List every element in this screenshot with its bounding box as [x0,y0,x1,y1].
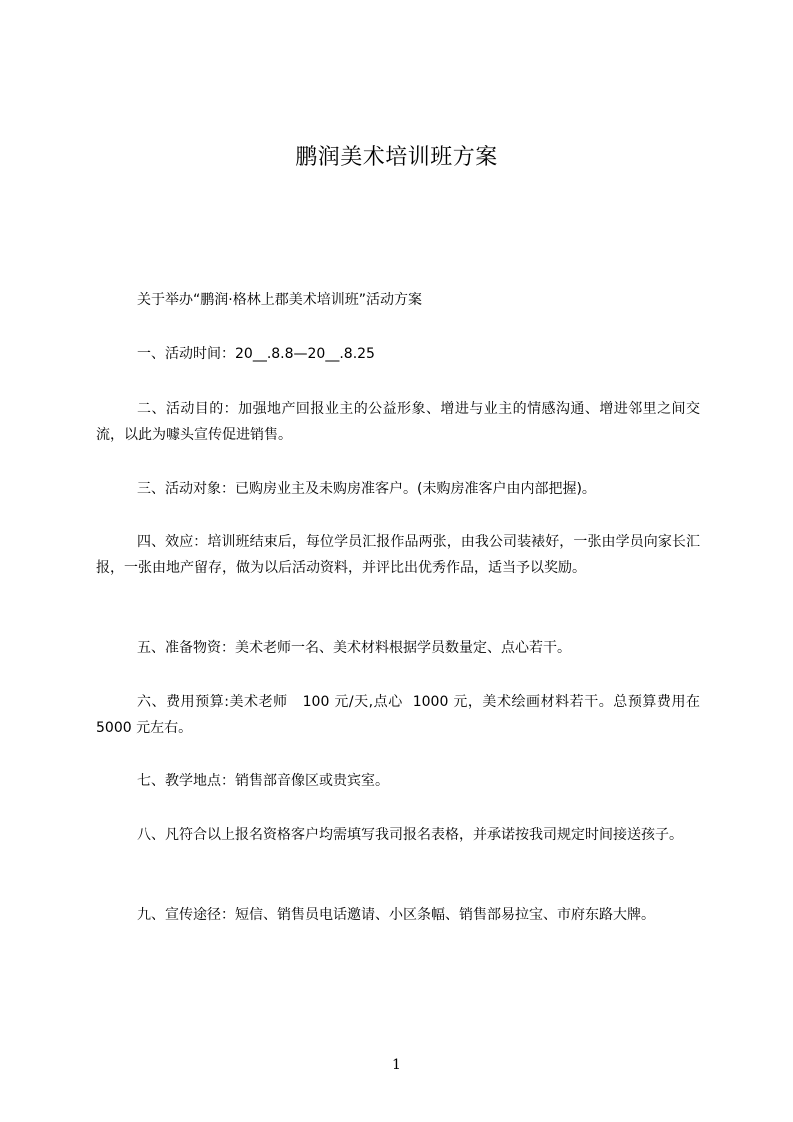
section-registration: 八、凡符合以上报名资格客户均需填写我司报名表格，并承诺按我司规定时间接送孩子。 [137,827,683,843]
document-subtitle: 关于举办“鹏润·格林上郡美术培训班”活动方案 [137,292,422,308]
section-activity-target: 三、活动对象：已购房业主及未购房准客户。(未购房准客户由内部把握)。 [137,481,596,497]
document-title: 鹏润美术培训班方案 [295,145,498,170]
page-number: 1 [392,1057,401,1073]
section-effect: 四、效应：培训班结束后，每位学员汇报作品两张，由我公司装裱好，一张由学员向家长汇报，一张由地产留存，做为以后活动资料，并评比出优秀作品，适当予以奖励。 [96,534,700,576]
section-materials: 五、准备物资：美术老师一名、美术材料根据学员数量定、点心若干。 [137,640,571,656]
section-teaching-location: 七、教学地点：销售部音像区或贵宾室。 [137,773,389,789]
section-promotion: 九、宣传途径：短信、销售员电话邀请、小区条幅、销售部易拉宝、市府东路大牌。 [137,907,655,923]
section-budget: 六、费用预算:美术老师 100 元/天,点心 1000 元，美术绘画材料若干。总预算费用在 5000 元左右。 [96,694,705,736]
section-activity-purpose: 二、活动目的：加强地产回报业主的公益形象、增进与业主的情感沟通、增进邻里之间交流，以此为噱头宣传促进销售。 [96,401,700,443]
section-activity-time: 一、活动时间：20__.8.8—20__.8.25 [137,346,375,362]
